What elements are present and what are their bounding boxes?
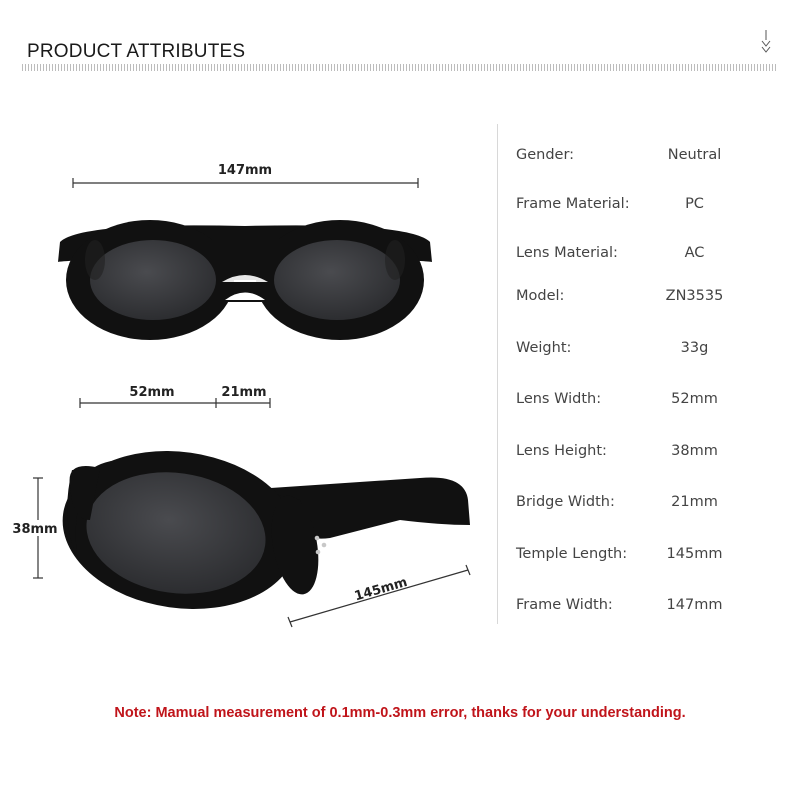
spec-value: PC: [685, 196, 704, 212]
spec-label: Gender:: [516, 147, 575, 163]
lens-height-dimension: [4, 478, 66, 578]
spec-table: [497, 124, 752, 624]
spec-label: Frame Material:: [516, 196, 630, 212]
page-title: PRODUCT ATTRIBUTES: [27, 41, 246, 62]
frame-width-dimension: [73, 163, 418, 188]
sunglasses-front-view: [58, 220, 432, 340]
spec-row: [497, 190, 752, 220]
spec-value: 145mm: [666, 546, 723, 562]
spec-row: [497, 540, 752, 570]
spec-row: [497, 488, 752, 518]
sunglasses-side-view: [52, 436, 470, 623]
spec-value: 52mm: [671, 391, 718, 407]
spec-value: AC: [684, 245, 705, 261]
spec-row: [497, 282, 752, 312]
bridge-width-label: 21mm: [221, 385, 267, 400]
lens-bridge-dimension: [80, 385, 270, 408]
spec-value: ZN3535: [665, 288, 724, 304]
spec-row: [497, 591, 752, 621]
spec-label: Lens Width:: [516, 391, 602, 407]
spec-label: Weight:: [516, 340, 572, 356]
spec-value: 147mm: [666, 597, 723, 613]
spec-row: [497, 437, 752, 467]
spec-value: 21mm: [671, 494, 718, 510]
lens-width-label: 52mm: [129, 385, 175, 400]
spec-label: Model:: [516, 288, 565, 304]
spec-row: [497, 385, 752, 415]
spec-value: 38mm: [671, 443, 718, 459]
spec-label: Frame Width:: [516, 597, 613, 613]
spec-row: [497, 141, 752, 171]
spec-value: 33g: [680, 340, 709, 356]
spec-label: Bridge Width:: [516, 494, 615, 510]
spec-label: Lens Height:: [516, 443, 607, 459]
spec-value: Neutral: [667, 147, 722, 163]
spec-label: Lens Material:: [516, 245, 618, 261]
measurement-note: Note: Mamual measurement of 0.1mm-0.3mm error, thanks for your understanding.: [114, 705, 686, 721]
spec-row: [497, 334, 752, 364]
frame-width-label: 147mm: [217, 163, 273, 178]
temple-length-label: 145mm: [352, 574, 410, 605]
spec-label: Temple Length:: [516, 546, 628, 562]
lens-height-label: 38mm: [12, 522, 58, 537]
spec-row: [497, 239, 752, 269]
